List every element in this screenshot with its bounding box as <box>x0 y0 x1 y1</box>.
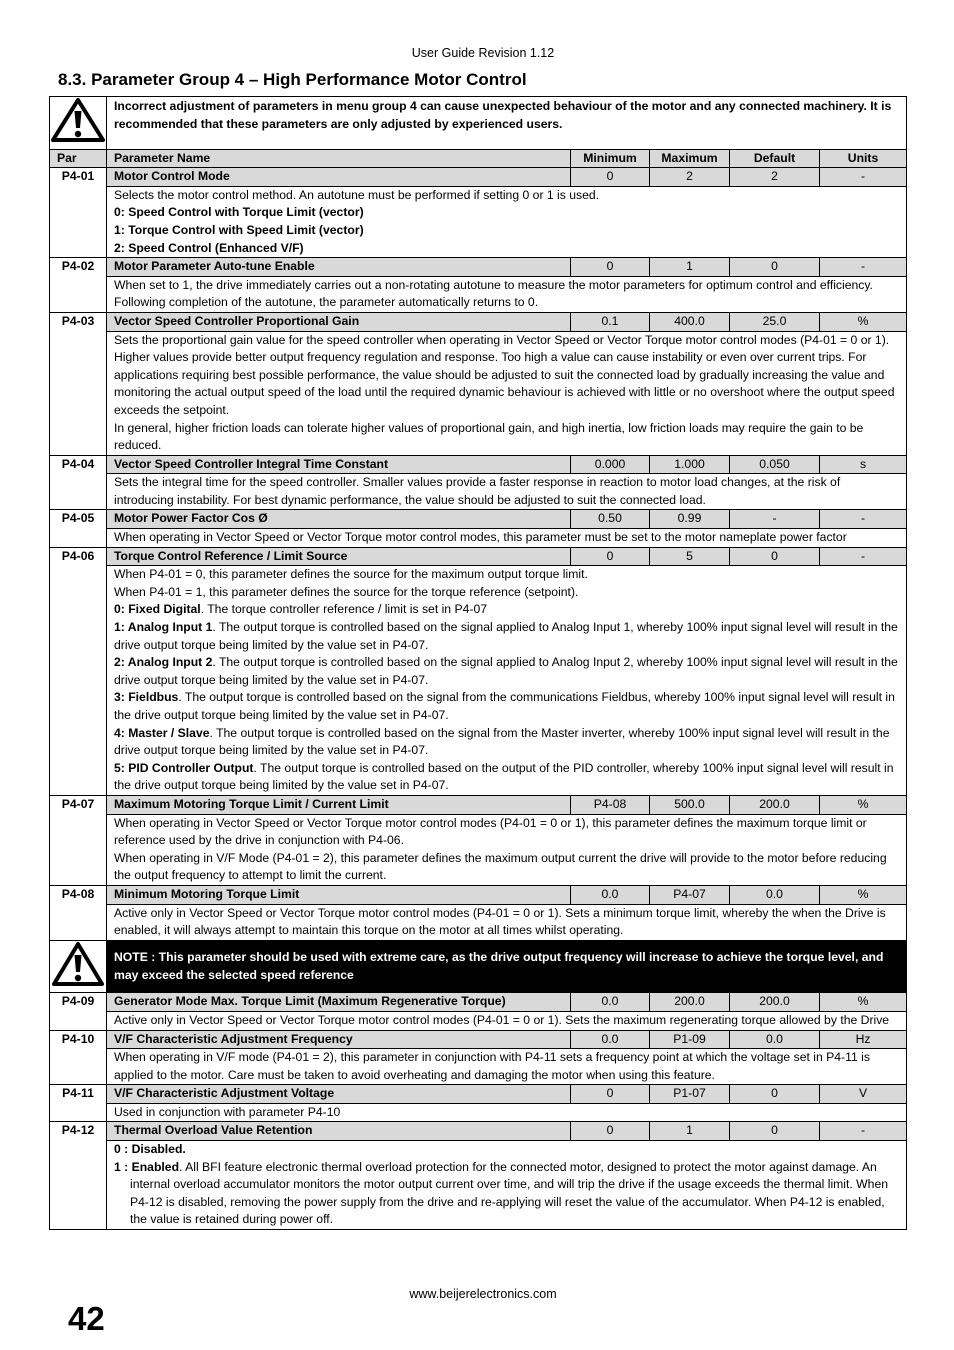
description-line <box>114 760 899 795</box>
description-text: When set to 1, the drive immediately carries out a non-rotating autotune to measure the motor parameters for optimum control and efficiency. Following completion of the autotune, the parameter automatically returns to 0. <box>114 277 873 310</box>
parameter-description <box>107 186 907 257</box>
description-text: Sets the integral time for the speed controller. Smaller values provide a faster response in reaction to motor load changes, at the risk of introducing instability. For best dynamic performance, the value should be adjusted to suit the connected load. <box>114 475 841 507</box>
parameter-minimum: P4-08 <box>571 795 650 814</box>
parameter-row <box>50 1122 907 1141</box>
parameter-maximum: 400.0 <box>650 312 730 331</box>
description-option-label: 1: Torque Control with Speed Limit (vector) <box>114 222 364 237</box>
parameter-id: P4-10 <box>50 1030 107 1085</box>
parameter-minimum: 0 <box>571 1085 650 1104</box>
parameter-description-row <box>50 904 907 940</box>
description-line <box>114 204 899 222</box>
parameter-units: % <box>820 795 907 814</box>
parameter-description-row <box>50 814 907 885</box>
parameter-default: 0 <box>730 1085 820 1104</box>
parameter-units: Hz <box>820 1030 907 1049</box>
column-header-default: Default <box>730 149 820 168</box>
parameter-name: Motor Power Factor Cos Ø <box>107 510 571 529</box>
description-option-label: 0: Fixed Digital <box>114 602 201 617</box>
section-title: 8.3. Parameter Group 4 – High Performance Motor Control <box>58 70 527 89</box>
parameter-name: Motor Control Mode <box>107 168 571 187</box>
parameter-row <box>50 993 907 1012</box>
description-text: . The output torque is controlled based on the signal applied to Analog Input 2, whereby 100% input signal level will result in the drive output torque being limited by the value set in P4-07. <box>114 655 898 687</box>
description-line <box>114 332 899 420</box>
parameter-row <box>50 1030 907 1049</box>
parameter-default: 0.0 <box>730 885 820 904</box>
description-line <box>114 1141 899 1159</box>
description-text: Selects the motor control method. An autotune must be performed if setting 0 or 1 is used. <box>114 187 600 202</box>
parameter-description <box>107 814 907 885</box>
parameter-minimum: 0.1 <box>571 312 650 331</box>
parameter-default: 200.0 <box>730 795 820 814</box>
description-option-label: 4: Master / Slave <box>114 725 210 740</box>
column-header-name: Parameter Name <box>107 149 571 168</box>
parameter-name: Generator Mode Max. Torque Limit (Maximum Regenerative Torque) <box>107 993 571 1012</box>
warning-icon <box>50 97 106 143</box>
description-line <box>114 689 899 724</box>
parameter-default: 0.0 <box>730 1030 820 1049</box>
parameter-maximum: 1 <box>650 258 730 277</box>
parameter-row <box>50 547 907 566</box>
description-option-label: 2: Analog Input 2 <box>114 655 213 670</box>
parameter-default: 25.0 <box>730 312 820 331</box>
parameter-row <box>50 1085 907 1104</box>
parameter-maximum: 200.0 <box>650 993 730 1012</box>
parameter-maximum: 2 <box>650 168 730 187</box>
parameter-minimum: 0.0 <box>571 993 650 1012</box>
description-text: Used in conjunction with parameter P4-10 <box>114 1104 341 1119</box>
parameter-name: V/F Characteristic Adjustment Voltage <box>107 1085 571 1104</box>
parameter-maximum: P4-07 <box>650 885 730 904</box>
description-text: . The torque controller reference / limit is set in P4-07 <box>200 602 487 617</box>
description-text: When P4-01 = 0, this parameter defines the source for the maximum output torque limit. <box>114 567 588 582</box>
description-option-label: 3: Fieldbus <box>114 690 179 705</box>
parameter-row <box>50 168 907 187</box>
parameter-name: Vector Speed Controller Proportional Gain <box>107 312 571 331</box>
description-line <box>114 905 899 940</box>
parameter-description-row <box>50 276 907 312</box>
description-line <box>114 1012 899 1030</box>
description-line <box>114 529 899 547</box>
description-line <box>114 277 899 312</box>
parameter-description-row <box>50 1011 907 1030</box>
parameter-id: P4-12 <box>50 1122 107 1230</box>
parameter-name: Thermal Overload Value Retention <box>107 1122 571 1141</box>
description-line <box>114 187 899 205</box>
parameter-description-row <box>50 566 907 796</box>
parameter-id: P4-08 <box>50 885 107 940</box>
parameter-description <box>107 904 907 940</box>
description-line <box>114 850 899 885</box>
parameter-id: P4-09 <box>50 993 107 1030</box>
parameter-name: Motor Parameter Auto-tune Enable <box>107 258 571 277</box>
parameter-description-row <box>50 331 907 455</box>
parameter-description <box>107 529 907 548</box>
parameter-row <box>50 455 907 474</box>
parameter-description-row <box>50 1049 907 1085</box>
parameter-units: - <box>820 510 907 529</box>
parameter-maximum: 0.99 <box>650 510 730 529</box>
parameter-name: V/F Characteristic Adjustment Frequency <box>107 1030 571 1049</box>
description-line <box>114 1049 899 1084</box>
parameter-description <box>107 331 907 455</box>
parameter-id: P4-02 <box>50 258 107 313</box>
parameter-description <box>107 474 907 510</box>
parameter-row <box>50 258 907 277</box>
column-header-minimum: Minimum <box>571 149 650 168</box>
parameter-maximum: 1.000 <box>650 455 730 474</box>
parameter-default: 0 <box>730 547 820 566</box>
page-number: 42 <box>68 1300 105 1337</box>
parameter-row <box>50 795 907 814</box>
parameter-description <box>107 1103 907 1122</box>
description-text: In general, higher friction loads can tolerate higher values of proportional gain, and high inertia, low friction loads may require the gain to be reduced. <box>114 420 864 453</box>
parameter-row <box>50 885 907 904</box>
description-text: When operating in Vector Speed or Vector Torque motor control modes, this parameter must be set to the motor nameplate power factor <box>114 530 847 545</box>
parameter-id: P4-03 <box>50 312 107 455</box>
parameter-maximum: 500.0 <box>650 795 730 814</box>
parameter-description-row <box>50 474 907 510</box>
parameter-description <box>107 1011 907 1030</box>
parameter-name: Minimum Motoring Torque Limit <box>107 885 571 904</box>
footer-website: www.beijerelectronics.com <box>409 1287 557 1301</box>
parameter-maximum: 1 <box>650 1122 730 1141</box>
parameter-id: P4-11 <box>50 1085 107 1122</box>
column-header-units: Units <box>820 149 907 168</box>
description-option-label: 0 : Disabled. <box>114 1142 186 1157</box>
column-header-row <box>50 149 907 168</box>
parameter-default: 200.0 <box>730 993 820 1012</box>
description-line <box>114 420 899 455</box>
description-option-label: 1 : Enabled <box>114 1159 180 1174</box>
description-option-label: 1: Analog Input 1 <box>114 620 213 635</box>
parameter-minimum: 0 <box>571 1122 650 1141</box>
description-line <box>114 1104 899 1122</box>
parameter-minimum: 0.50 <box>571 510 650 529</box>
description-line <box>114 584 899 602</box>
description-text: Active only in Vector Speed or Vector Torque motor control modes (P4-01 = 0 or 1). Sets a minimum torque limit, whereby the when the Drive is enabled, it will always attempt to maintain this torque on the motor at all times whilst operating. <box>114 905 886 938</box>
description-text: When P4-01 = 1, this parameter defines the source for the torque reference (setpoint). <box>114 584 579 599</box>
description-option-label: 0: Speed Control with Torque Limit (vector) <box>114 205 364 220</box>
parameter-units: - <box>820 547 907 566</box>
description-option-label: 5: PID Controller Output <box>114 760 254 775</box>
parameter-minimum: 0.0 <box>571 885 650 904</box>
description-text: When operating in V/F Mode (P4-01 = 2), this parameter defines the maximum output current the drive will provide to the motor before reducing the output frequency to attempt to limit the current. <box>114 850 887 883</box>
parameter-units: - <box>820 258 907 277</box>
note-warning-icon-cell <box>50 940 107 993</box>
column-header-par: Par <box>50 149 107 168</box>
description-line <box>114 725 899 760</box>
parameter-minimum: 0 <box>571 258 650 277</box>
parameter-default: 0 <box>730 1122 820 1141</box>
description-line <box>114 654 899 689</box>
parameter-default: 2 <box>730 168 820 187</box>
description-option-label: 2: Speed Control (Enhanced V/F) <box>114 240 304 255</box>
description-line <box>114 815 899 850</box>
parameter-units: % <box>820 993 907 1012</box>
parameter-table <box>49 96 907 1230</box>
parameter-units: % <box>820 312 907 331</box>
parameter-minimum: 0 <box>571 547 650 566</box>
parameter-maximum: P1-09 <box>650 1030 730 1049</box>
parameter-units: s <box>820 455 907 474</box>
parameter-units: - <box>820 1122 907 1141</box>
document-revision-header: User Guide Revision 1.12 <box>411 46 555 60</box>
parameter-default: 0 <box>730 258 820 277</box>
parameter-default: 0.050 <box>730 455 820 474</box>
parameter-description-row <box>50 1103 907 1122</box>
description-line <box>114 601 899 619</box>
parameter-row <box>50 510 907 529</box>
description-line <box>114 1159 899 1229</box>
top-warning-text: Incorrect adjustment of parameters in menu group 4 can cause unexpected behaviour of the motor and any connected machinery. It is recommended that these parameters are only adjusted by experienced users. <box>107 97 907 150</box>
parameter-maximum: 5 <box>650 547 730 566</box>
parameter-minimum: 0 <box>571 168 650 187</box>
description-text: When operating in V/F mode (P4-01 = 2), this parameter in conjunction with P4-11 sets a frequency point at which the voltage set in P4-11 is applied to the motor. Care must be taken to avoid overheating and damaging the motor when using this feature. <box>114 1050 870 1082</box>
parameter-id: P4-04 <box>50 455 107 510</box>
description-line <box>114 619 899 654</box>
parameter-name: Maximum Motoring Torque Limit / Current Limit <box>107 795 571 814</box>
description-text: . The output torque is controlled based on the signal applied to Analog Input 1, whereby 100% input signal level will result in the drive output torque being limited by the value set in P4-07. <box>114 620 898 652</box>
description-text: . The output torque is controlled based on the signal from the Master inverter, whereby 100% input signal level will result in the drive output torque being limited by the value set in P4-07. <box>114 725 890 758</box>
parameter-description-row <box>50 529 907 548</box>
description-text: Active only in Vector Speed or Vector Torque motor control modes (P4-01 = 0 or 1). Sets the maximum regenerating torque allowed by the Drive <box>114 1012 890 1027</box>
parameter-minimum: 0.000 <box>571 455 650 474</box>
parameter-id: P4-07 <box>50 795 107 885</box>
parameter-description <box>107 1141 907 1230</box>
parameter-row <box>50 312 907 331</box>
description-line <box>114 474 899 509</box>
top-warning-icon-cell <box>50 97 107 150</box>
parameter-id: P4-01 <box>50 168 107 258</box>
parameter-description-row <box>50 1141 907 1230</box>
parameter-description <box>107 566 907 796</box>
note-warning-row <box>50 940 907 993</box>
parameter-name: Torque Control Reference / Limit Source <box>107 547 571 566</box>
description-text: . All BFI feature electronic thermal overload protection for the connected motor, designed to protect the motor against damage. An internal overload accumulator monitors the motor output current over time, and will trip the drive if the usage exceeds the thermal limit. When P4-12 is disabled, removing the power supply from the drive and re-applying will reset the value of the accumulator. When P4-12 is enabled, the value is retained during power off. <box>130 1159 889 1227</box>
parameter-units: - <box>820 168 907 187</box>
parameter-maximum: P1-07 <box>650 1085 730 1104</box>
parameter-id: P4-05 <box>50 510 107 547</box>
description-text: . The output torque is controlled based on the signal from the communications Fieldbus, whereby 100% input signal level will result in the drive output torque being limited by the value set in P4-07. <box>114 690 895 722</box>
parameter-description <box>107 276 907 312</box>
warning-icon <box>51 941 105 987</box>
description-line <box>114 566 899 584</box>
description-text: When operating in Vector Speed or Vector Torque motor control modes (P4-01 = 0 or 1), this parameter defines the maximum torque limit or reference used by the drive in conjunction with P4-06. <box>114 815 867 848</box>
parameter-name: Vector Speed Controller Integral Time Constant <box>107 455 571 474</box>
parameter-units: % <box>820 885 907 904</box>
parameter-minimum: 0.0 <box>571 1030 650 1049</box>
parameter-description-row <box>50 186 907 257</box>
top-warning-row <box>50 97 907 150</box>
description-line <box>114 240 899 258</box>
description-text: . The output torque is controlled based on the output of the PID controller, whereby 100% input signal level will result in the drive output torque being limited by the value set in P4-07. <box>114 760 894 793</box>
description-text: Sets the proportional gain value for the speed controller when operating in Vector Speed or Vector Torque motor control modes (P4-01 = 0 or 1). Higher values provide better output frequency regulation and response. Too high a value can cause instability or even over current trips. For applications requiring best possible performance, the value should be adjusted to suit the connected load by gradually increasing the value and monitoring the actual output speed of the load until the required dynamic behaviour is achieved with little or no overshoot where the output speed exceeds the setpoint. <box>114 332 895 417</box>
parameter-units: V <box>820 1085 907 1104</box>
description-line <box>114 222 899 240</box>
parameter-description <box>107 1049 907 1085</box>
parameter-id: P4-06 <box>50 547 107 795</box>
parameter-default: - <box>730 510 820 529</box>
column-header-maximum: Maximum <box>650 149 730 168</box>
note-warning-text: NOTE : This parameter should be used with extreme care, as the drive output frequency will increase to achieve the torque level, and may exceed the selected speed reference <box>107 940 907 993</box>
